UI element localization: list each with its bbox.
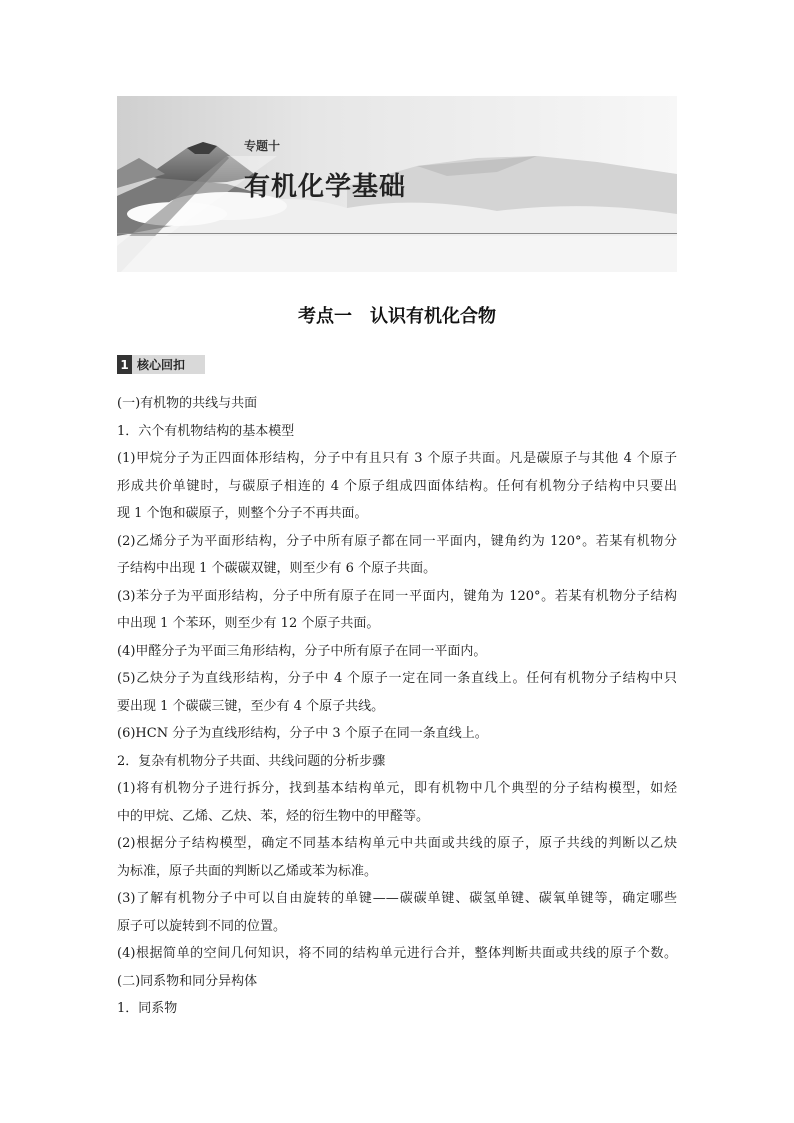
text-line: (5)乙炔分子为直线形结构，分子中 4 个原子一定在同一条直线上。任何有机物分子结构中只 xyxy=(117,671,677,686)
badge-number: 1 xyxy=(117,355,132,374)
text-line: 2．复杂有机物分子共面、共线问题的分析步骤 xyxy=(117,753,386,769)
section-title: 考点一 认识有机化合物 xyxy=(298,306,496,327)
section-badge xyxy=(117,355,205,374)
text-line: 原子可以旋转到不同的位置。 xyxy=(117,918,287,934)
text-line: (2)乙烯分子为平面形结构，分子中所有原子都在同一平面内，键角约为 120°。若某有机物分 xyxy=(117,533,677,549)
text-line: 中的甲烷、乙烯、乙炔、苯，烃的衍生物中的甲醛等。 xyxy=(117,808,430,824)
badge-label: 核心回扣 xyxy=(137,358,186,372)
text-line: (一)有机物的共线与共面 xyxy=(117,396,258,411)
body-text xyxy=(117,390,677,1023)
text-line: (3)苯分子为平面形结构，分子中所有原子在同一平面内，键角为 120°。若某有机物分子结构 xyxy=(117,588,677,604)
text-line: 形成共价单键时，与碳原子相连的 4 个原子组成四面体结构。任何有机物分子结构中只要出 xyxy=(117,478,677,494)
text-line: 子结构中出现 1 个碳碳双键，则至少有 6 个原子共面。 xyxy=(117,561,437,576)
text-line: (3)了解有机物分子中可以自由旋转的单键——碳碳单键、碳氢单键、碳氧单键等，确定哪些 xyxy=(117,891,677,906)
text-line: 中出现 1 个苯环，则至少有 12 个原子共面。 xyxy=(117,616,380,631)
text-line: 1．六个有机物结构的基本模型 xyxy=(117,423,295,439)
text-line: (1)将有机物分子进行拆分，找到基本结构单元，即有机物中几个典型的分子结构模型，如烃 xyxy=(117,781,677,796)
text-line: 现 1 个饱和碳原子，则整个分子不再共面。 xyxy=(117,506,368,521)
text-line: 为标准，原子共面的判断以乙烯或苯为标准。 xyxy=(117,863,378,879)
subject-title: 有机化学基础 xyxy=(244,172,407,202)
text-line: 1．同系物 xyxy=(117,1001,178,1016)
text-line: (4)甲醛分子为平面三角形结构，分子中所有原子在同一平面内。 xyxy=(117,643,487,659)
subject-number: 专题十 xyxy=(244,139,281,153)
banner-divider xyxy=(117,233,677,234)
text-line: (4)根据简单的空间几何知识，将不同的结构单元进行合并，整体判断共面或共线的原子个数。 xyxy=(117,946,677,961)
text-line: (6)HCN 分子为直线形结构，分子中 3 个原子在同一条直线上。 xyxy=(117,726,488,741)
text-line: (2)根据分子结构模型，确定不同基本结构单元中共面或共线的原子，原子共线的判断以乙炔 xyxy=(117,836,677,851)
text-line: 要出现 1 个碳碳三键，至少有 4 个原子共线。 xyxy=(117,698,385,714)
text-line: (二)同系物和同分异构体 xyxy=(117,973,258,989)
text-line: (1)甲烷分子为正四面体形结构，分子中有且只有 3 个原子共面。凡是碳原子与其他 4 个原子 xyxy=(117,451,677,466)
